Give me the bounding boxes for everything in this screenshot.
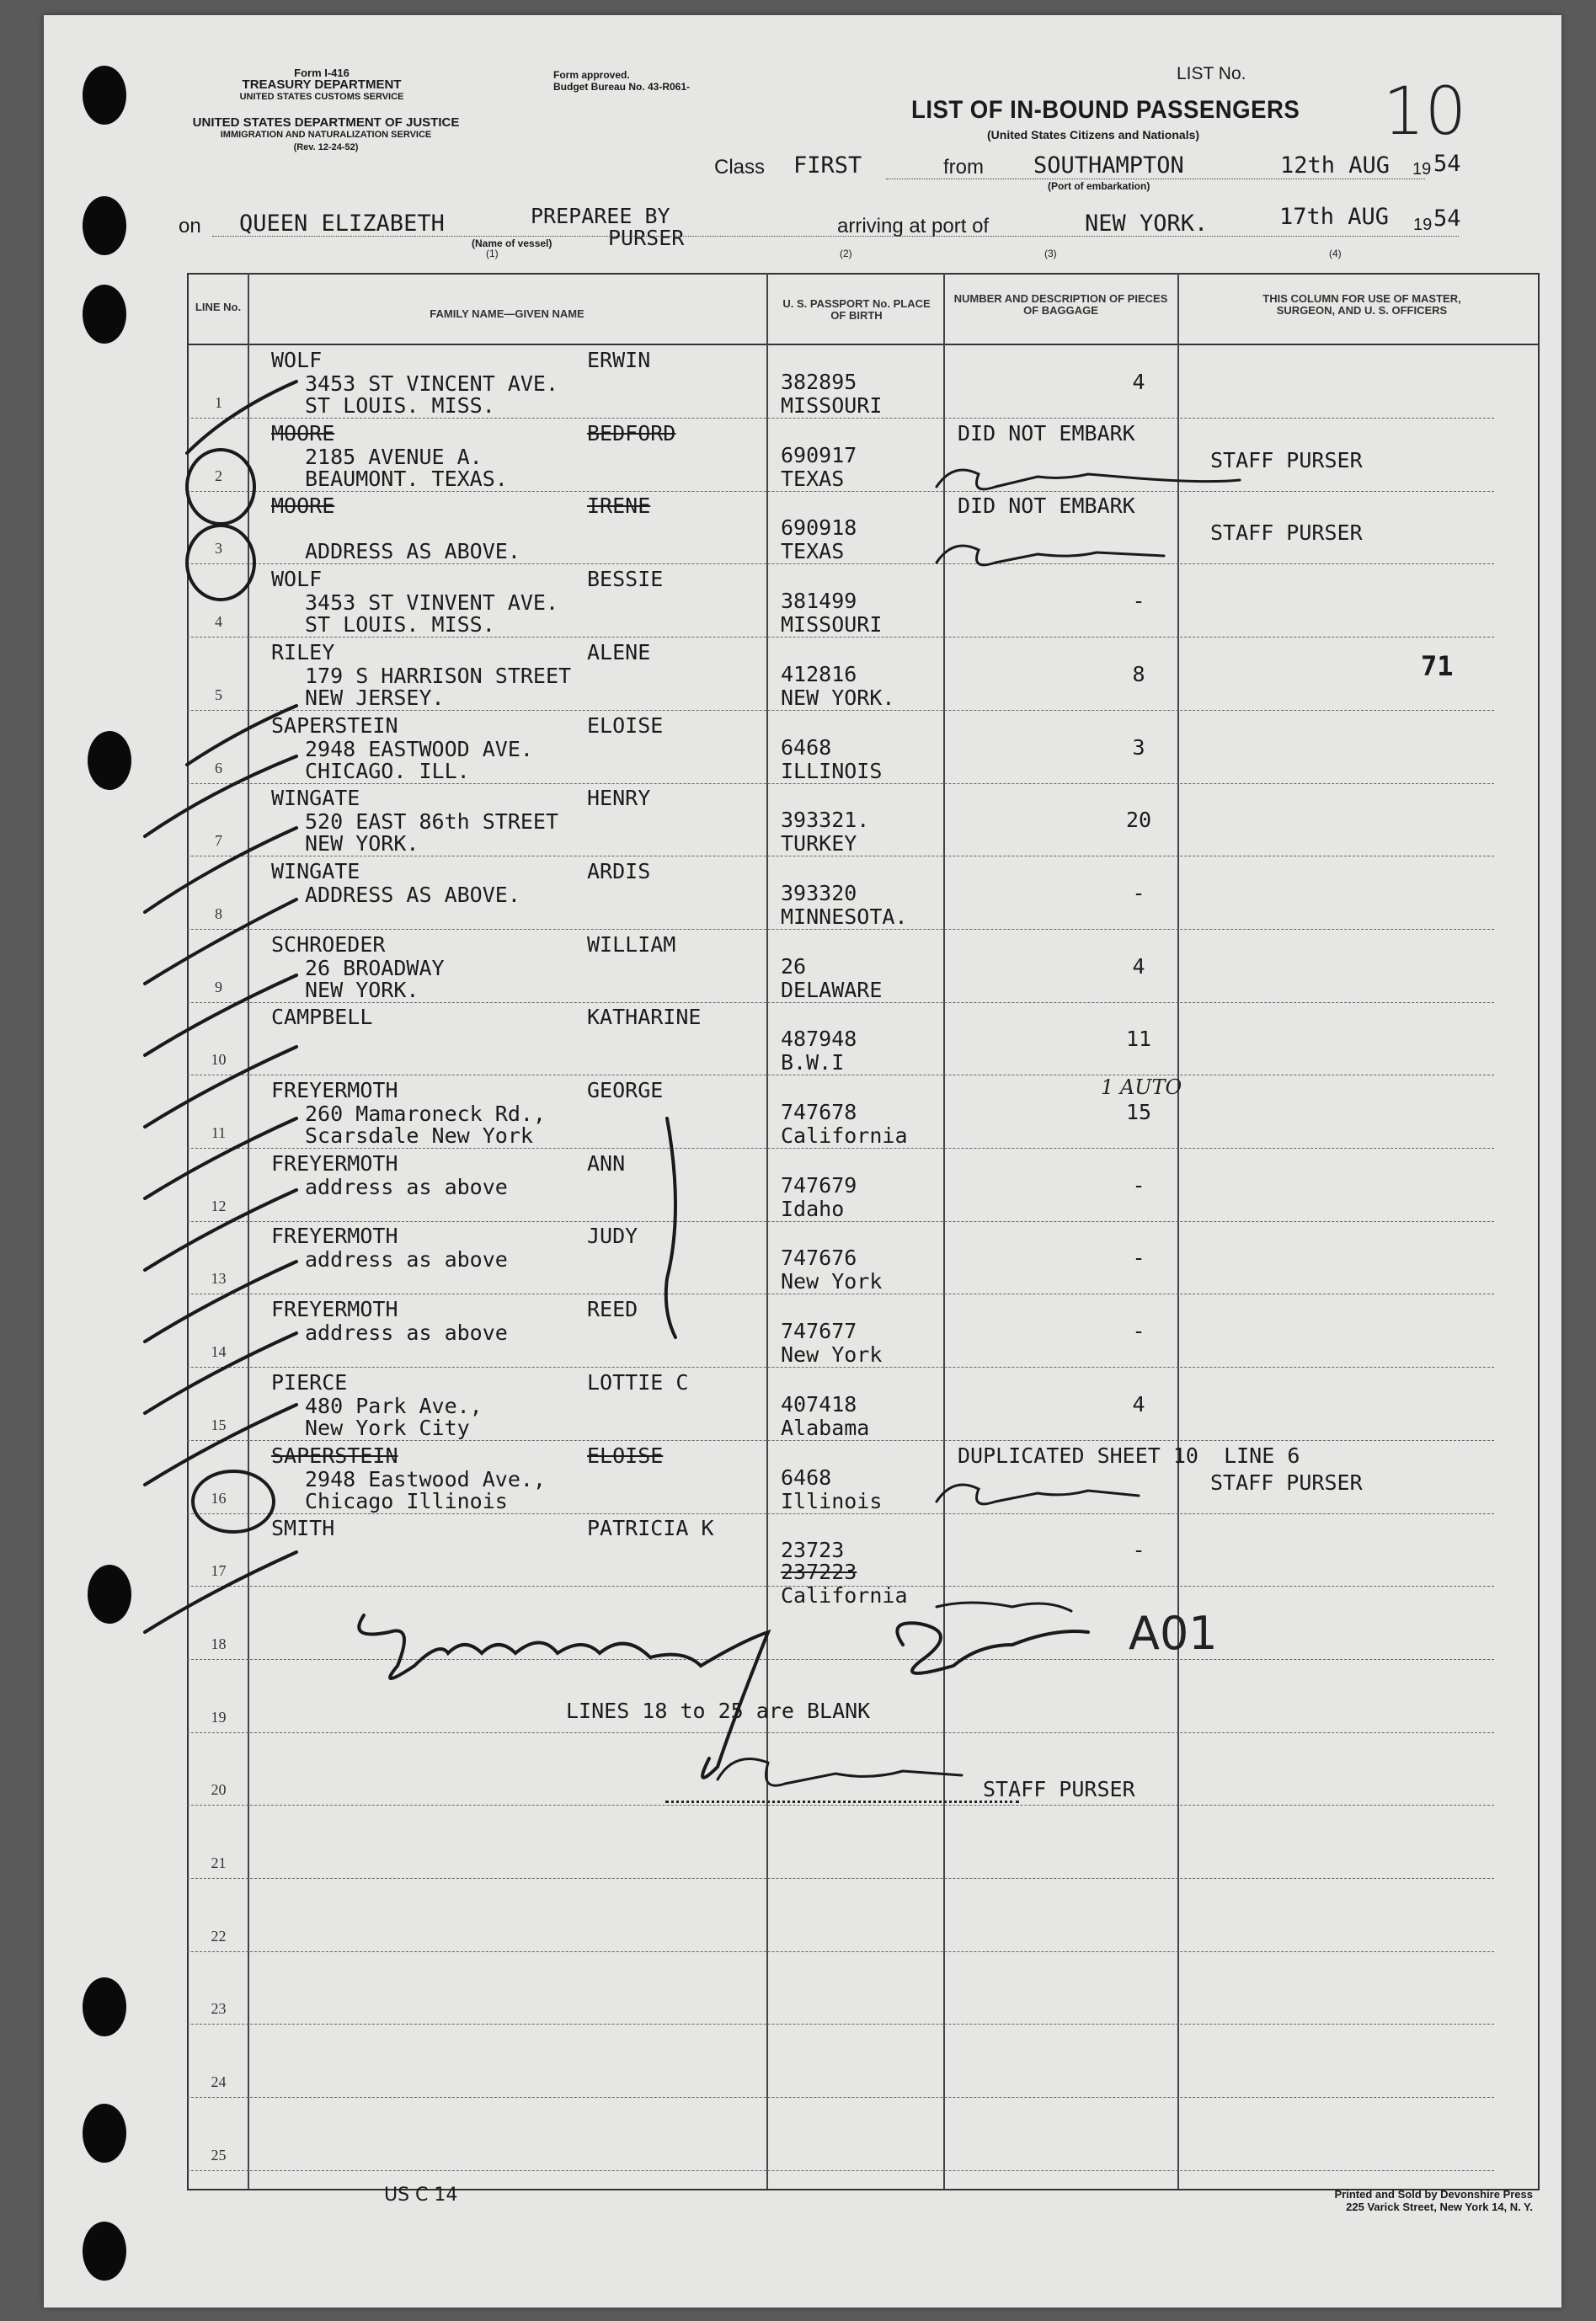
circle-mark <box>187 450 254 524</box>
form-number: Form I-416 <box>294 67 350 79</box>
hand-note-a01: A01 <box>1129 1607 1218 1660</box>
place-of-birth: ILLINOIS <box>781 758 883 783</box>
line-number: 24 <box>211 2073 227 2091</box>
passport-number: 487948 <box>781 1027 857 1052</box>
address-line-1: address as above <box>305 1321 508 1346</box>
form-revision: (Rev. 12-24-52) <box>293 142 359 152</box>
address-line-2: ST LOUIS. MISS. <box>305 612 495 638</box>
from-label: from <box>943 156 984 179</box>
address-line-1: ADDRESS AS ABOVE. <box>305 882 520 907</box>
footer-staff-purser: STAFF PURSER <box>983 1777 1135 1801</box>
place-of-birth: New York <box>781 1269 883 1294</box>
place-of-birth: California <box>781 1123 908 1148</box>
place-of-birth: California <box>781 1583 908 1609</box>
given-name: ARDIS <box>587 858 651 883</box>
col-header-line: LINE No. <box>195 301 242 313</box>
passport-number: 26 <box>781 953 807 979</box>
line-number: 8 <box>215 904 222 922</box>
class-value: FIRST <box>793 152 862 179</box>
stamp-code: US C 14 <box>384 2185 458 2206</box>
given-name: LOTTIE C <box>587 1369 689 1395</box>
line-number: 1 <box>215 394 222 411</box>
address-line-1: 3453 ST VINVENT AVE. <box>305 590 559 616</box>
col-header-name: FAMILY NAME—GIVEN NAME <box>430 307 584 320</box>
given-name: KATHARINE <box>587 1005 702 1030</box>
given-name: PATRICIA K <box>587 1516 714 1541</box>
given-name: ELOISE <box>587 712 664 738</box>
baggage-count: 11 <box>1125 1027 1152 1052</box>
family-name: RILEY <box>271 639 335 664</box>
treasury-dept: TREASURY DEPARTMENT <box>242 77 402 92</box>
justice-dept: UNITED STATES DEPARTMENT OF JUSTICE <box>192 115 460 130</box>
handwritten-marks <box>44 15 1561 2308</box>
depart-date: 12th AUG <box>1280 152 1390 179</box>
address-line-1: address as above <box>305 1174 508 1199</box>
line-number: 18 <box>211 1635 227 1652</box>
from-caption: (Port of embarkation) <box>1048 180 1150 192</box>
ins-service: IMMIGRATION AND NATURALIZATION SERVICE <box>220 130 432 140</box>
line-number: 17 <box>211 1562 227 1580</box>
line-number: 12 <box>211 1197 227 1214</box>
family-name: WINGATE <box>271 858 360 883</box>
given-name: BEDFORD <box>587 420 676 446</box>
line-number: 3 <box>215 540 222 558</box>
passport-number: 747678 <box>781 1100 857 1124</box>
address-line-2: CHICAGO. ILL. <box>305 758 470 783</box>
address-line-2: BEAUMONT. TEXAS. <box>305 466 508 491</box>
address-line-2: NEW YORK. <box>305 831 419 856</box>
place-of-birth: MISSOURI <box>781 612 883 638</box>
place-of-birth: TURKEY <box>781 831 857 856</box>
line-number: 19 <box>211 1708 227 1726</box>
form-title: LIST OF IN-BOUND PASSENGERS <box>911 96 1300 124</box>
address-line-1: address as above <box>305 1247 508 1273</box>
line-number: 20 <box>211 1781 227 1799</box>
given-name: BESSIE <box>587 567 664 592</box>
purser-signature <box>937 470 1240 489</box>
passport-number: 382895 <box>781 370 857 394</box>
address-line-2: Chicago Illinois <box>305 1488 508 1513</box>
arrive-year: 54 <box>1433 205 1461 232</box>
col-header-passport: U. S. PASSPORT No. PLACE OF BIRTH <box>782 297 931 322</box>
baggage-count: - <box>1132 1319 1145 1344</box>
address-line-1: 260 Mamaroneck Rd., <box>305 1102 546 1126</box>
line-number: 7 <box>215 832 222 850</box>
given-name: GEORGE <box>587 1078 664 1102</box>
given-name: JUDY <box>587 1224 638 1249</box>
arrival-port: NEW YORK. <box>1085 211 1209 237</box>
passport-number: 747677 <box>781 1319 857 1344</box>
passport-number: 690918 <box>781 515 857 541</box>
class-label: Class <box>714 156 766 179</box>
manifest-sheet <box>44 15 1561 2308</box>
given-name: ERWIN <box>587 348 651 372</box>
address-line-2: ADDRESS AS ABOVE. <box>305 539 520 564</box>
col-num-3: (3) <box>1044 248 1057 259</box>
printer-line-1: Printed and Sold by Devonshire Press <box>1334 2188 1533 2201</box>
baggage-count: - <box>1132 589 1145 614</box>
address-line-1: 26 BROADWAY <box>305 955 445 980</box>
passport-number: 407418 <box>781 1391 857 1417</box>
on-label: on <box>179 215 201 237</box>
struck-passport: 237223 <box>781 1560 857 1585</box>
family-name: SMITH <box>271 1516 335 1541</box>
passport-number: 393320 <box>781 880 857 905</box>
baggage-count: - <box>1132 1246 1145 1271</box>
row-note: DID NOT EMBARK <box>958 420 1135 446</box>
line-number: 15 <box>211 1416 227 1433</box>
address-line-2: NEW YORK. <box>305 977 419 1002</box>
given-name: HENRY <box>587 786 651 811</box>
family-name: WOLF <box>271 348 323 372</box>
given-name: IRENE <box>587 494 651 519</box>
given-name: ALENE <box>587 639 651 664</box>
arriving-label: arriving at port of <box>837 215 990 237</box>
line-number: 6 <box>215 759 222 776</box>
row-purser: STAFF PURSER <box>1210 447 1363 472</box>
row-note: DUPLICATED SHEET 10 LINE 6 <box>958 1443 1300 1468</box>
depart-year-prefix: 19 <box>1412 160 1432 179</box>
given-name: WILLIAM <box>587 931 676 957</box>
arrive-year-prefix: 19 <box>1413 216 1433 234</box>
vessel-name: QUEEN ELIZABETH <box>239 211 445 237</box>
line-number: 10 <box>211 1051 227 1069</box>
family-name: SAPERSTEIN <box>271 1443 398 1468</box>
line-number: 11 <box>211 1124 227 1141</box>
inspector-signature <box>359 1615 768 1778</box>
blank-lines-note: LINES 18 to 25 are BLANK <box>566 1699 871 1723</box>
family-name: WOLF <box>271 567 323 592</box>
baggage-count: 3 <box>1132 734 1145 760</box>
address-line-1: 2948 EASTWOOD AVE. <box>305 736 533 761</box>
line-number: 5 <box>215 686 222 703</box>
preparer: PURSER <box>608 226 685 250</box>
line-number: 23 <box>211 2000 227 2018</box>
col-num-1: (1) <box>486 248 499 259</box>
baggage-count: 15 <box>1125 1100 1152 1124</box>
place-of-birth: New York <box>781 1342 883 1368</box>
passport-number: 747679 <box>781 1172 857 1198</box>
given-name: ANN <box>587 1150 626 1176</box>
place-of-birth: TEXAS <box>781 466 845 491</box>
place-of-birth: TEXAS <box>781 539 845 564</box>
passport-number: 393321. <box>781 808 870 833</box>
passport-number: 747676 <box>781 1246 857 1271</box>
passport-number: 6468 <box>781 734 832 760</box>
address-line-1: 520 EAST 86th STREET <box>305 809 559 835</box>
col-num-2: (2) <box>840 248 852 259</box>
given-name: ELOISE <box>587 1443 664 1468</box>
baggage-count: - <box>1132 1172 1145 1198</box>
from-value: SOUTHAMPTON <box>1033 152 1184 179</box>
list-no-value: 10 <box>1383 74 1467 150</box>
baggage-count: - <box>1132 1538 1145 1563</box>
line-number: 14 <box>211 1343 227 1361</box>
place-of-birth: MINNESOTA. <box>781 904 908 929</box>
baggage-count: 4 <box>1132 1391 1145 1417</box>
list-no-label: LIST No. <box>1177 64 1246 83</box>
address-line-1: 3453 ST VINCENT AVE. <box>305 371 559 396</box>
col-header-officers: THIS COLUMN FOR USE OF MASTER, SURGEON, AND U. S. OFFICERS <box>1262 292 1461 317</box>
address-line-2: ST LOUIS. MISS. <box>305 393 495 418</box>
check-mark <box>187 381 296 453</box>
place-of-birth: DELAWARE <box>781 977 883 1002</box>
vessel-caption: (Name of vessel) <box>472 237 552 249</box>
passport-number: 412816 <box>781 661 857 686</box>
line-number: 4 <box>215 613 222 631</box>
place-of-birth: NEW YORK. <box>781 685 895 710</box>
family-name: CAMPBELL <box>271 1005 373 1030</box>
given-name: REED <box>587 1297 638 1322</box>
depart-year: 54 <box>1433 151 1461 177</box>
prepared-by: PREPAREE BY <box>531 204 670 228</box>
family-name: MOORE <box>271 494 335 519</box>
passport-number: 690917 <box>781 442 857 467</box>
arrive-date: 17th AUG <box>1279 204 1390 230</box>
place-of-birth: B.W.I <box>781 1050 845 1075</box>
address-line-2: New York City <box>305 1415 470 1440</box>
address-line-1: 480 Park Ave., <box>305 1393 483 1418</box>
address-line-2: Scarsdale New York <box>305 1123 533 1148</box>
line-number: 25 <box>211 2146 227 2164</box>
printer-line-2: 225 Varick Street, New York 14, N. Y. <box>1346 2201 1533 2213</box>
baggage-note: 1 AUTO <box>1101 1075 1182 1099</box>
place-of-birth: Illinois <box>781 1488 883 1513</box>
line-number: 21 <box>211 1854 227 1871</box>
col-header-baggage: NUMBER AND DESCRIPTION OF PIECES OF BAGGAGE <box>953 292 1168 317</box>
row-purser: STAFF PURSER <box>1210 520 1363 546</box>
address-line-2: NEW JERSEY. <box>305 685 445 710</box>
line-number: 13 <box>211 1270 227 1288</box>
line-number: 16 <box>211 1489 227 1507</box>
family-name: MOORE <box>271 420 335 446</box>
baggage-count: 8 <box>1132 661 1145 686</box>
family-name: SAPERSTEIN <box>271 712 398 738</box>
family-name: WINGATE <box>271 786 360 811</box>
family-name: FREYERMOTH <box>271 1297 398 1322</box>
form-approved: Form approved. <box>553 69 630 81</box>
family-name: FREYERMOTH <box>271 1224 398 1249</box>
place-of-birth: Alabama <box>781 1415 870 1440</box>
budget-bureau: Budget Bureau No. 43-R061- <box>553 81 691 93</box>
baggage-count: 4 <box>1132 370 1145 394</box>
place-of-birth: Idaho <box>781 1196 845 1221</box>
family-name: FREYERMOTH <box>271 1078 398 1102</box>
col-num-4: (4) <box>1329 248 1342 259</box>
form-subtitle: (United States Citizens and Nationals) <box>987 128 1200 141</box>
place-of-birth: MISSOURI <box>781 393 883 418</box>
row-note: DID NOT EMBARK <box>958 494 1135 519</box>
row-purser: STAFF PURSER <box>1210 1470 1363 1495</box>
line-number: 2 <box>215 467 222 484</box>
passport-number: 23723 <box>781 1538 845 1563</box>
family-name: SCHROEDER <box>271 931 386 957</box>
address-line-1: 2185 AVENUE A. <box>305 444 483 469</box>
passport-number: 6468 <box>781 1465 832 1490</box>
customs-service: UNITED STATES CUSTOMS SERVICE <box>239 92 404 102</box>
baggage-count: - <box>1132 880 1145 905</box>
family-name: FREYERMOTH <box>271 1150 398 1176</box>
family-name: PIERCE <box>271 1369 348 1395</box>
baggage-count: 4 <box>1132 953 1145 979</box>
passport-number: 381499 <box>781 589 857 614</box>
address-line-1: 2948 Eastwood Ave., <box>305 1466 546 1491</box>
baggage-count: 20 <box>1125 808 1152 833</box>
officer-note: 71 <box>1421 649 1454 682</box>
line-number: 22 <box>211 1927 227 1945</box>
line-number: 9 <box>215 978 222 995</box>
address-line-1: 179 S HARRISON STREET <box>305 663 572 688</box>
